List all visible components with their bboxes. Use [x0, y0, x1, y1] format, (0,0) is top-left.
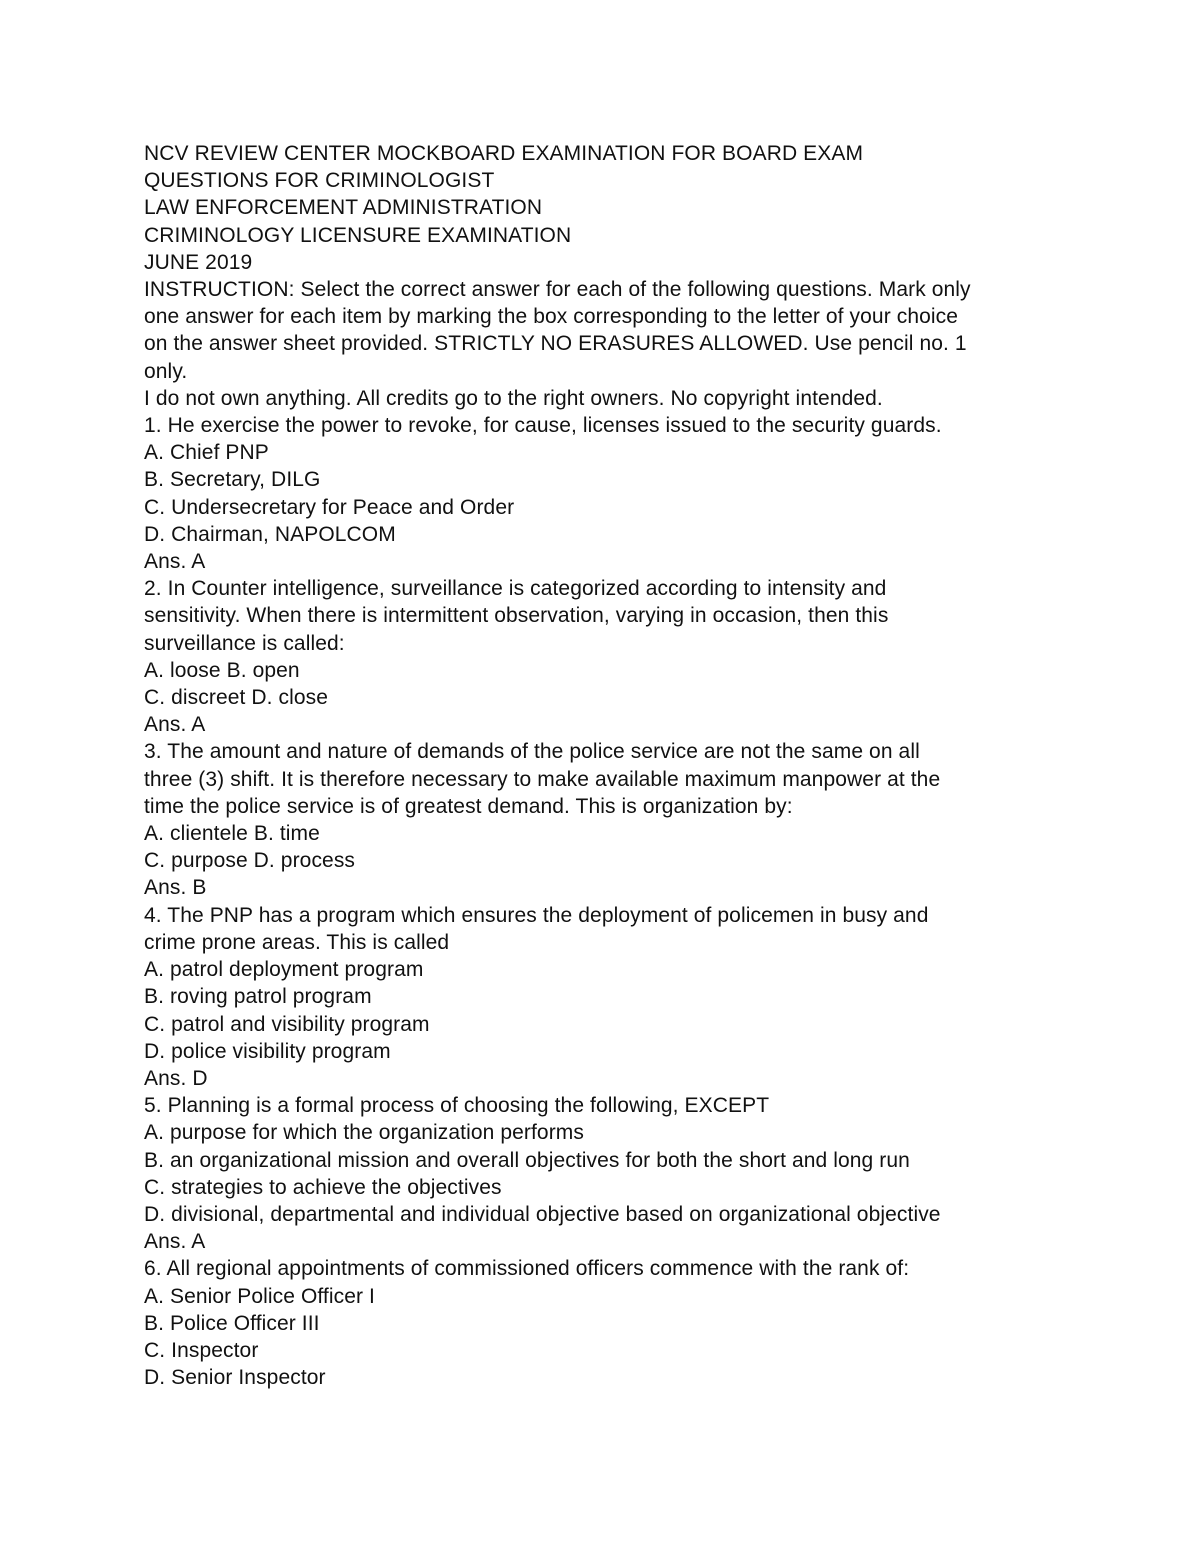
question-4-text: 4. The PNP has a program which ensures the deployment of policemen in busy and [144, 903, 929, 927]
instruction-line: INSTRUCTION: Select the correct answer for each of the following questions. Mark only [144, 278, 971, 302]
question-2-option: A. loose B. open [144, 658, 300, 682]
question-3-text: 3. The amount and nature of demands of the police service are not the same on all [144, 740, 920, 764]
question-5-option: C. strategies to achieve the objectives [144, 1175, 502, 1199]
question-6-option: A. Senior Police Officer I [144, 1284, 375, 1308]
question-1-option: C. Undersecretary for Peace and Order [144, 495, 515, 519]
instruction-line: on the answer sheet provided. STRICTLY NO ERASURES ALLOWED. Use pencil no. 1 [144, 332, 967, 356]
question-1-option: D. Chairman, NAPOLCOM [144, 522, 396, 546]
question-4-option: D. police visibility program [144, 1039, 391, 1063]
header-title-line-2: QUESTIONS FOR CRIMINOLOGIST [144, 169, 495, 193]
question-4-option: B. roving patrol program [144, 985, 372, 1009]
disclaimer-line: I do not own anything. All credits go to the right owners. No copyright intended. [144, 386, 883, 410]
question-6-text: 6. All regional appointments of commissioned officers commence with the rank of: [144, 1257, 910, 1281]
header-title-line-1: NCV REVIEW CENTER MOCKBOARD EXAMINATION FOR BOARD EXAM [144, 142, 864, 165]
question-2-answer: Ans. A [144, 713, 206, 737]
subject-line: LAW ENFORCEMENT ADMINISTRATION [144, 196, 543, 220]
exam-name-line: CRIMINOLOGY LICENSURE EXAMINATION [144, 223, 572, 247]
question-3-text: three (3) shift. It is therefore necessary to make available maximum manpower at the [144, 767, 941, 791]
instruction-line: only. [144, 359, 188, 383]
question-6-option: B. Police Officer III [144, 1311, 320, 1335]
question-5-option: A. purpose for which the organization performs [144, 1121, 584, 1145]
question-4-option: C. patrol and visibility program [144, 1012, 430, 1036]
question-3-text: time the police service is of greatest demand. This is organization by: [144, 794, 793, 818]
question-1-answer: Ans. A [144, 550, 206, 574]
question-1-option: B. Secretary, DILG [144, 468, 321, 492]
question-5-answer: Ans. A [144, 1230, 206, 1254]
question-5-option: B. an organizational mission and overall objectives for both the short and long run [144, 1148, 910, 1172]
question-3-option: C. purpose D. process [144, 849, 356, 873]
question-2-text: sensitivity. When there is intermittent observation, varying in occasion, then this [144, 604, 889, 628]
question-4-text: crime prone areas. This is called [144, 930, 450, 954]
question-1-option: A. Chief PNP [144, 441, 269, 465]
question-5-option: D. divisional, departmental and individual objective based on organizational objective [144, 1202, 941, 1226]
question-4-option: A. patrol deployment program [144, 958, 424, 982]
question-3-option: A. clientele B. time [144, 822, 320, 846]
question-5-text: 5. Planning is a formal process of choosing the following, EXCEPT [144, 1094, 770, 1118]
question-4-answer: Ans. D [144, 1066, 208, 1090]
question-6-option: C. Inspector [144, 1338, 259, 1362]
question-2-option: C. discreet D. close [144, 686, 329, 710]
document-body [144, 140, 1074, 1391]
question-3-answer: Ans. B [144, 876, 207, 900]
question-2-text: surveillance is called: [144, 631, 345, 655]
exam-date-line: JUNE 2019 [144, 250, 253, 274]
question-6-option: D. Senior Inspector [144, 1366, 326, 1390]
instruction-line: one answer for each item by marking the box corresponding to the letter of your choice [144, 305, 959, 329]
question-1-text: 1. He exercise the power to revoke, for cause, licenses issued to the security guards. [144, 414, 942, 438]
question-2-text: 2. In Counter intelligence, surveillance is categorized according to intensity and [144, 577, 887, 601]
